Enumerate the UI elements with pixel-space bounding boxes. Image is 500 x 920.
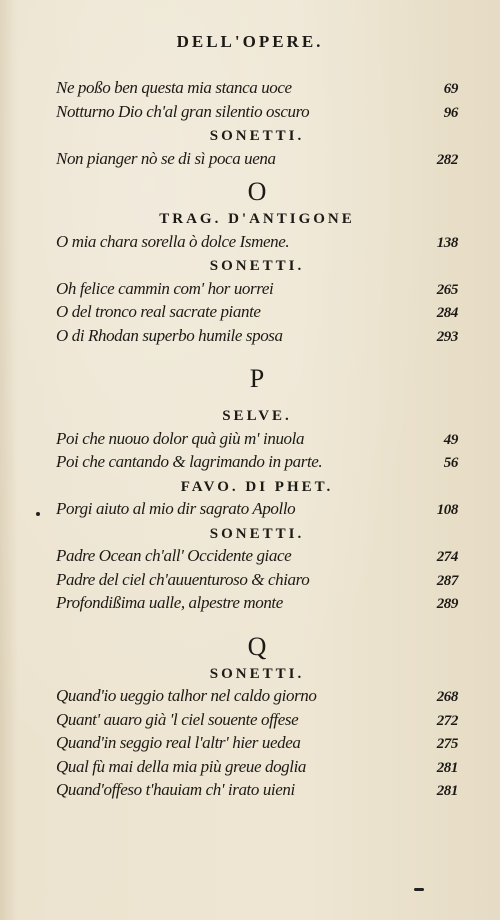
ink-speck (36, 512, 40, 516)
index-entry (56, 733, 458, 757)
entry-page: 96 (443, 104, 458, 121)
entry-page: 56 (443, 455, 458, 471)
entry-incipit: Qual fù mai della mia più greue doglia (56, 756, 307, 776)
index-entry (56, 326, 458, 350)
entry-page: 274 (436, 549, 458, 565)
index-entries (56, 78, 458, 804)
ink-speck (414, 888, 424, 891)
entry-page: 287 (436, 572, 458, 589)
index-entry (56, 232, 458, 256)
entry-incipit: O mia chara sorella ò dolce Ismene. (56, 231, 290, 251)
index-entry (56, 780, 458, 804)
entry-page: 293 (436, 328, 458, 345)
index-entry (56, 78, 458, 102)
alphabet-letter: P (249, 364, 265, 393)
section-heading: SONETTI. (209, 665, 305, 682)
index-entry (56, 757, 458, 781)
index-entry (56, 570, 458, 594)
entry-incipit: O di Rhodan superbo humile sposa (56, 325, 283, 345)
entry-page: 284 (436, 305, 458, 321)
entry-page: 265 (436, 281, 458, 298)
index-entry (56, 279, 458, 303)
entry-incipit: Notturno Dio ch'al gran silentio oscuro (56, 101, 310, 121)
section-heading: SONETTI. (209, 525, 305, 542)
entry-incipit: Quand'in seggio real l'altr' hier uedea (56, 733, 301, 752)
alphabet-letter: O (247, 177, 267, 206)
section-heading: SONETTI. (209, 258, 305, 274)
entry-incipit: Poi che nuouo dolor quà giù m' inuola (56, 428, 305, 448)
entry-page: 108 (436, 502, 458, 518)
entry-page: 289 (436, 596, 458, 612)
index-entry (56, 452, 458, 476)
entry-page: 275 (436, 736, 458, 752)
entry-page: 138 (436, 234, 458, 251)
entry-incipit: O del tronco real sacrate piante (56, 302, 261, 321)
section-heading: SELVE. (222, 408, 292, 424)
section-heading: FAVO. DI PHET. (180, 478, 334, 495)
entry-page: 282 (436, 151, 458, 168)
entry-page: 272 (436, 712, 458, 729)
entry-page: 281 (436, 783, 458, 799)
entry-incipit: Oh felice cammin com' hor uorrei (56, 278, 274, 298)
index-entry (56, 429, 458, 453)
entry-incipit: Quand'offeso t'hauiam ch' irato uieni (56, 780, 295, 799)
index-entry (56, 302, 458, 326)
section-heading: SONETTI. (209, 128, 305, 144)
entry-incipit: Quant' auaro già 'l ciel souente offese (56, 709, 299, 729)
index-entry (56, 710, 458, 734)
alphabet-letter: Q (247, 631, 267, 661)
index-entry (56, 546, 458, 570)
index-entry (56, 149, 458, 173)
index-entry (56, 499, 458, 523)
entry-incipit: Poi che cantando & lagrimando in parte. (56, 452, 323, 471)
entry-incipit: Padre del ciel ch'auuenturoso & chiaro (56, 569, 310, 589)
entry-incipit: Non pianger nò se di sì poca uena (56, 148, 276, 168)
index-entry (56, 102, 458, 126)
index-entry (56, 593, 458, 617)
entry-incipit: Quand'io ueggio talhor nel caldo giorno (56, 686, 317, 705)
running-head: DELL'OPERE. (176, 32, 324, 51)
entry-page: 268 (436, 689, 458, 705)
entry-page: 69 (443, 81, 458, 97)
entry-incipit: Profondißima ualle, alpestre monte (56, 593, 283, 612)
entry-incipit: Padre Ocean ch'all' Occidente giace (56, 546, 292, 565)
entry-incipit: Porgi aiuto al mio dir sagrato Apollo (56, 499, 296, 518)
entry-incipit: Ne poßo ben questa mia stanca uoce (56, 78, 292, 97)
entry-page: 49 (443, 431, 458, 448)
entry-page: 281 (436, 759, 458, 776)
section-heading: TRAG. D'ANTIGONE (159, 211, 355, 227)
index-entry (56, 686, 458, 710)
